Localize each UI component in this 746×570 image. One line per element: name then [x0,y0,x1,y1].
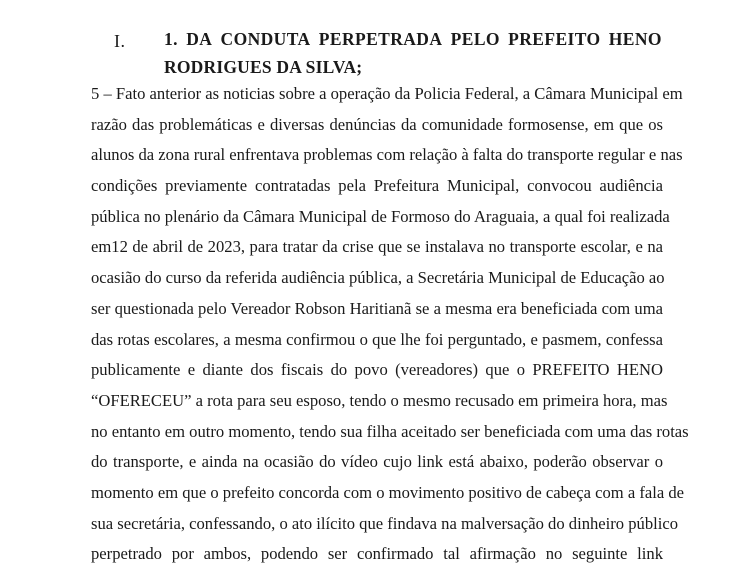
paragraph-line: “OFERECEU” a rota para seu esposo, tendo o mesmo recusado em primeira hora, mas [91,390,668,410]
title-word: 1. [164,29,178,49]
title-word: DA [186,29,213,49]
section-roman-numeral: I. [114,31,126,51]
paragraph-line: ocasião do curso da referida audiência pública, a Secretária Municipal de Educação ao [91,268,665,288]
section-title-line-1 [164,29,662,50]
paragraph [91,79,689,570]
paragraph-line: em12 de abril de 2023, para tratar da crise que se instalava no transporte escolar, e na [91,237,663,257]
paragraph-line: no entanto em outro momento, tendo sua filha aceitado ser beneficiada com uma das rotas [91,421,689,441]
title-word: PELO [450,29,500,49]
paragraph-line: das rotas escolares, a mesma confirmou o que lhe foi perguntado, e pasmem, confessa [91,329,663,349]
paragraph-line: pública no plenário da Câmara Municipal de Formoso do Araguaia, a qual foi realizada [91,206,670,226]
title-word: CONDUTA [220,29,311,49]
paragraph-line: sua secretária, confessando, o ato ilícito que findava na malversação do dinheiro público [91,513,679,533]
paragraph-line: perpetrado por ambos, podendo ser confirmado tal afirmação no seguinte link [91,544,663,564]
title-word: PERPETRADA [318,29,443,49]
paragraph-line: do transporte, e ainda na ocasião do vídeo cujo link está abaixo, poderão observar o [91,452,663,472]
paragraph-line: ser questionada pelo Vereador Robson Haritianã se a mesma era beneficiada com uma [91,298,663,318]
paragraph-line: momento em que o prefeito concorda com o movimento positivo de cabeça com a fala de [91,482,685,502]
paragraph-line: publicamente e diante dos fiscais do povo (vereadores) que o PREFEITO HENO [91,360,663,380]
paragraph-line: razão das problemáticas e diversas denúncias da comunidade formosense, em que os [91,114,663,134]
paragraph-line: 5 – Fato anterior as noticias sobre a operação da Policia Federal, a Câmara Municipal em [91,84,683,103]
paragraph-line: condições previamente contratadas pela Prefeitura Municipal, convocou audiência [91,176,663,196]
title-word: PREFEITO [508,29,601,49]
paragraph-line: alunos da zona rural enfrentava problemas com relação à falta do transporte regular e nas [91,145,683,165]
title-word: HENO [608,29,662,49]
section-title-line-2: RODRIGUES DA SILVA; [164,57,363,77]
